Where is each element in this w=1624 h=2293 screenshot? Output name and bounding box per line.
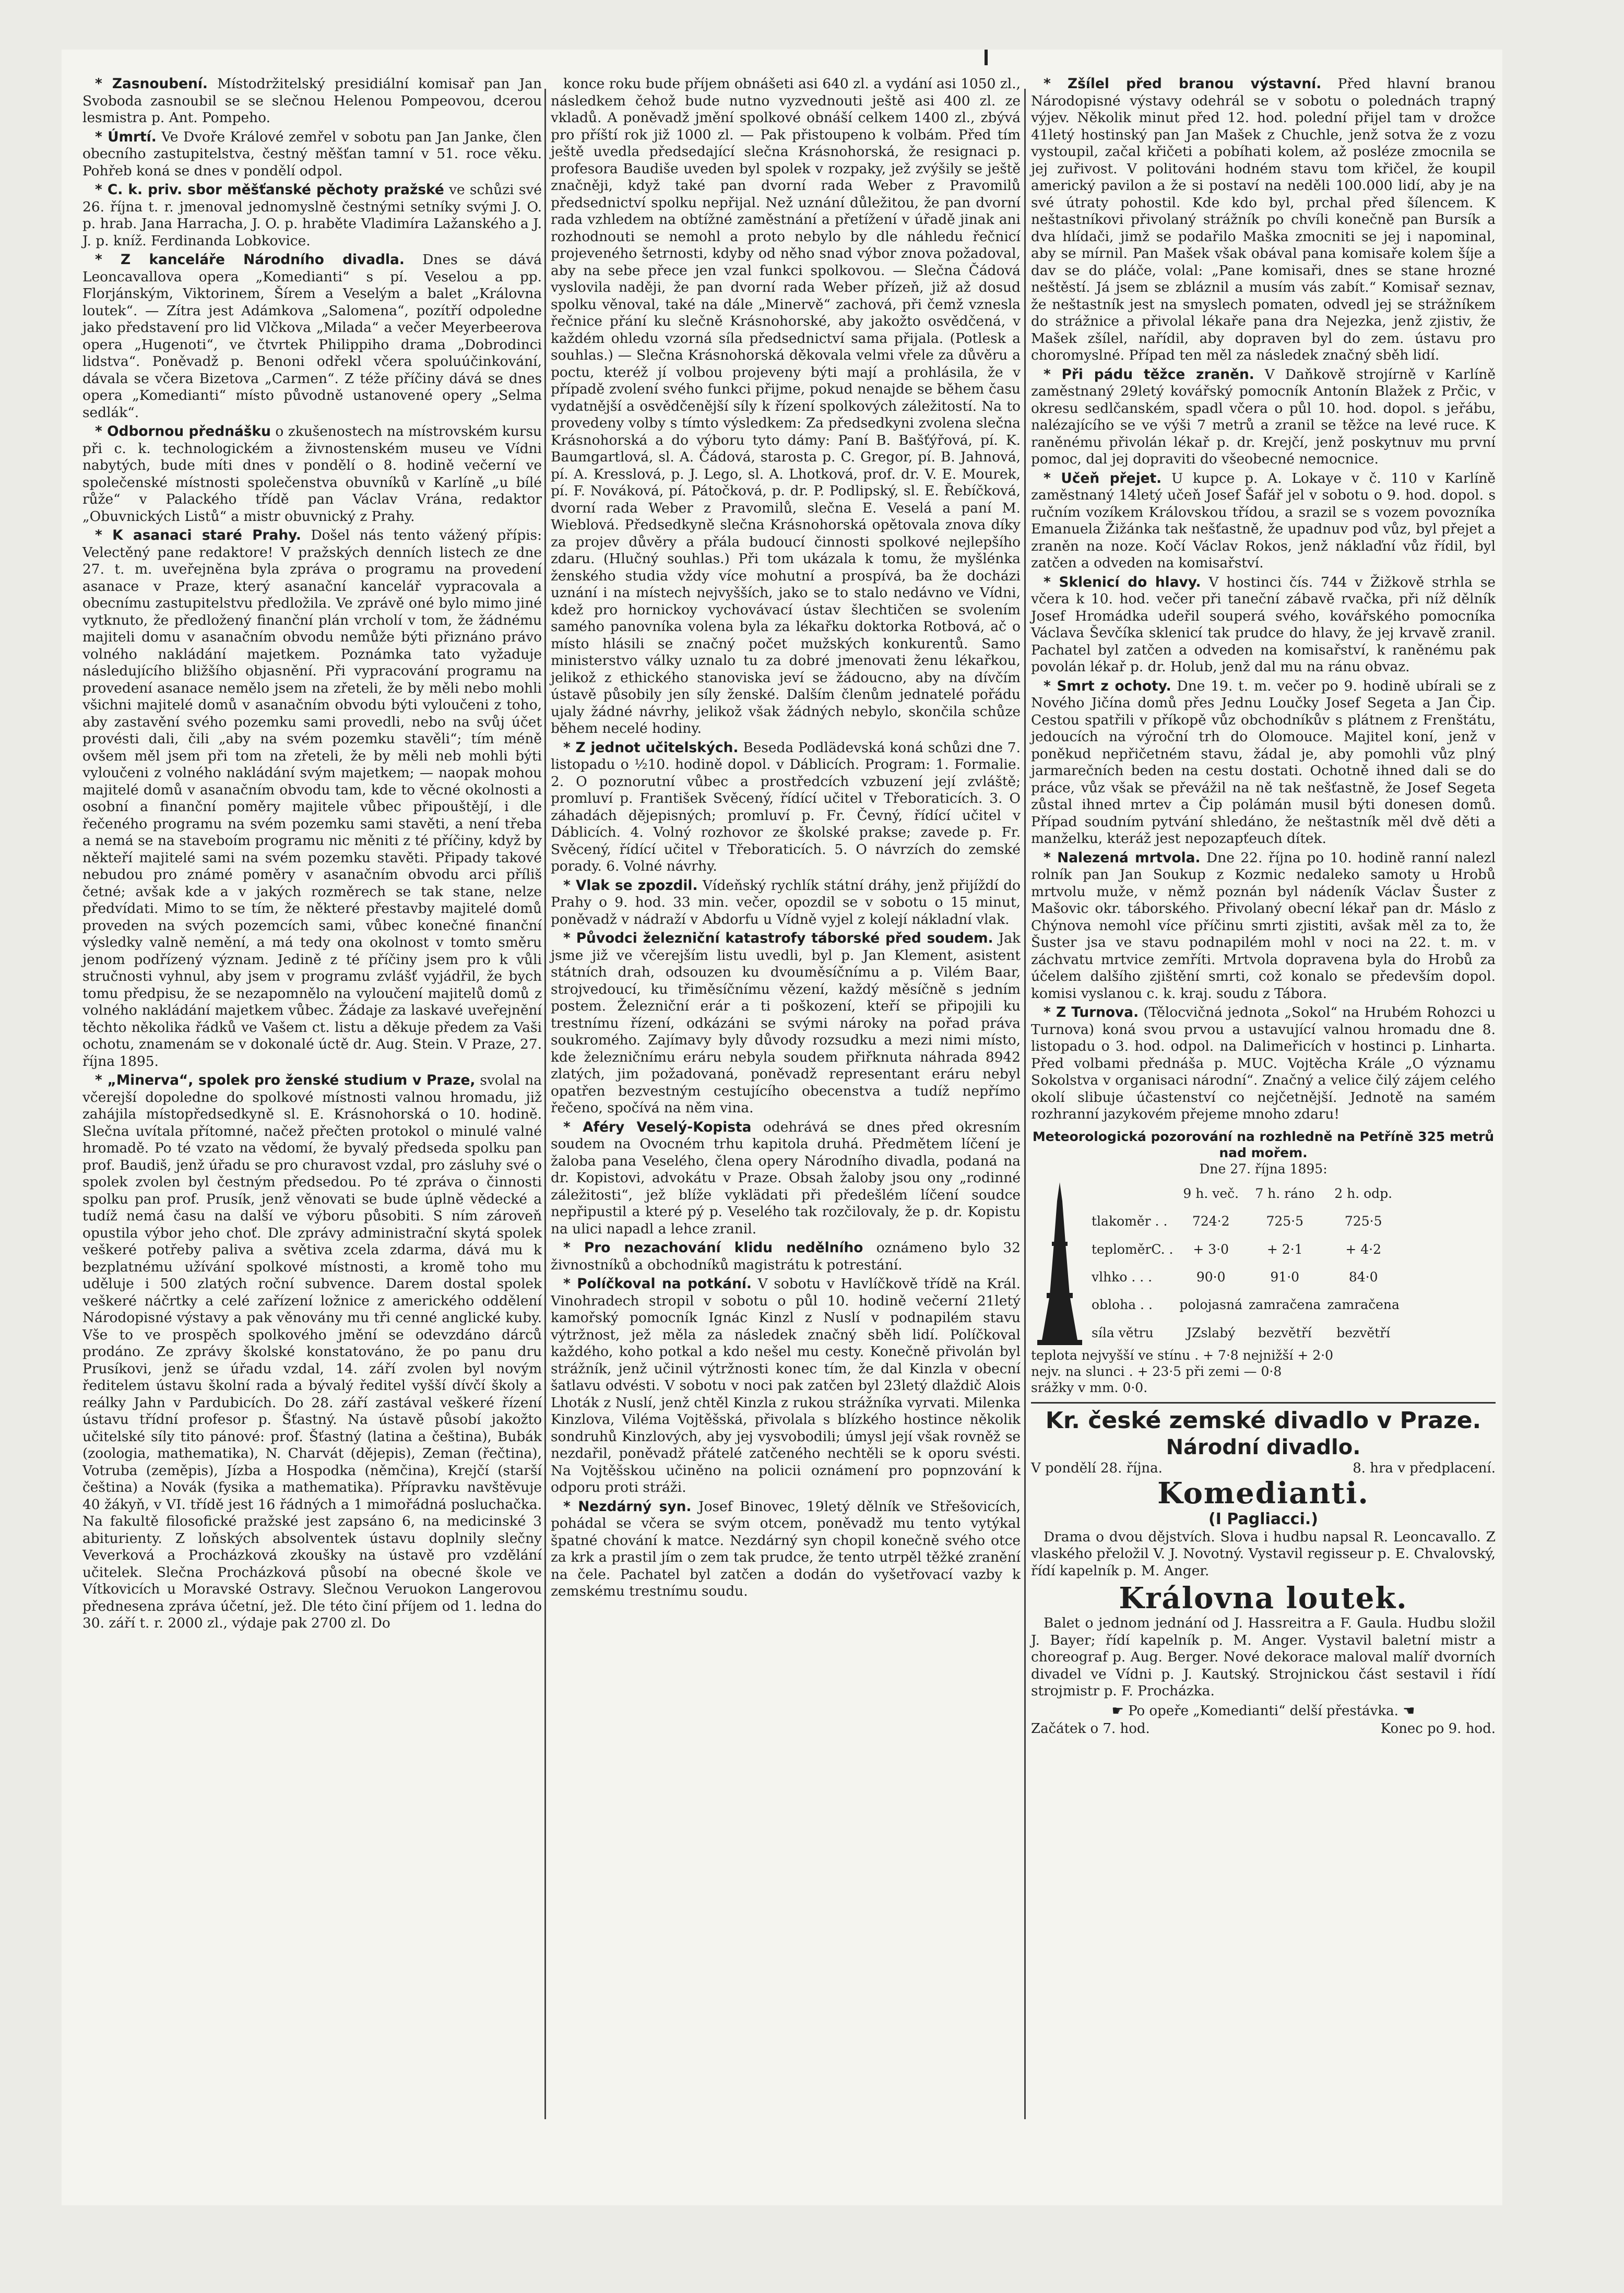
news-item [551, 877, 1021, 929]
news-text: Ve Dvoře Králové zemřel v sobotu pan Jan Janke, člen obecního zastupitelstva, čestný měšťan tamní v 51. roce věku. Pohřeb koná se dnes v pondělí odpol. [82, 128, 542, 179]
news-text: Dnes se dává Leoncavallova opera „Komedianti“ s pí. Veselou a pp. Florjánským, Viktorinem, Šírem a Veselým a balet „Královna loutek“. — Zítra jest Adámkova „Salomena“, pozítří odpoledne jako představení pro lid Vlčkova „Milada“ a večer Meyerbeerova opera „Hugenoti“, ve čtvrtek Philippiho drama „Dobrodinci lidstva“. Poněvadž p. Benoni odřekl včera spoluúčinkování, dávala se včera Bizetova „Carmen“. Z téže příčiny dává se dnes opera „Komedianti“ místo původně ustanovené opery „Selma sedlák“. [82, 252, 542, 421]
news-text: Josef Binovec, 19letý dělník ve Střešovicích, pohádal se včera se svým otcem, poněvadž mu tento vytýkal špatné chování k matce. Nezdárný syn chopil konečně svého otce za krk a prastil jím o zem tak prudce, že tento utrpěl těžké zranění na čele. Pachatel byl zatčen a dodán do vyšetřovací vazby k zemskému trestnímu soudu. [551, 1498, 1021, 1599]
theatre-subtitle: Národní divadlo. [1166, 1435, 1361, 1459]
weather-table [1088, 1180, 1403, 1347]
news-item [1031, 76, 1496, 364]
news-text: V Daňkově strojírně v Karlíně zaměstnaný 29letý kovářský pomocník Antonín Blažek z Prčic, v okresu sedlčanském, spadl včera o půl 10. hod. dopol. s jeřábu, nalézajícího se ve výši 7 metrů a zranil se těžce na levé ruce. K raněnému přivolán lékař p. dr. Krejčí, jenž poskytnuv mu první pomoc, dal jej dopraviti do všeobecné nemocnice. [1031, 366, 1496, 467]
weather-row [1088, 1208, 1403, 1235]
theatre-subscription: 8. hra v předplacení. [1353, 1460, 1496, 1476]
news-headline: * Smrt z ochoty. [1044, 678, 1171, 694]
news-text: Místodržitelský presidiální komisař pan Jan Svoboda zasnoubil se se slečnou Helenou Pompeovou, dcerou lesmistra p. Ant. Pompeho. [82, 76, 542, 126]
news-text: ve schůzi své 26. října t. r. jmenoval jednomyslně čestnými setníky svými J. O. p. hrab. Jana Harracha, J. O. p. hraběte Vladimíra Lažanského a J. J. p. kníž. Ferdinanda Lobkovice. [82, 182, 542, 249]
weather-row [1088, 1235, 1403, 1263]
news-headline: * Nalezená mrtvola. [1044, 849, 1201, 866]
weather-row-label: vlhko . . . [1092, 1269, 1153, 1285]
weather-value: bezvětří [1258, 1325, 1312, 1340]
column-rule [544, 89, 546, 2119]
news-item [551, 76, 1021, 738]
news-item [82, 129, 542, 180]
news-text: V hostinci čís. 744 v Žižkově strhla se včera k 10. hod. večer při taneční zábavě rvačka, při níž dělník Josef Hromádka udeřil souperá svého, kovářského pomocníka Václava Ševčíka sklenicí tak prudce do hlavy, že jej krvavě zranil. Pachatel byl zatčen a odveden na komisařství, k raněnému pak povolán lékař p. dr. Holub, jenž dal mu na ránu obvaz. [1031, 574, 1496, 675]
news-text: (Tělocvičná jednota „Sokol“ na Hrubém Rohozci u Turnova) koná svou prvou a ustavující valnou hromadu dne 8. listopadu o 3. hod. odpol. na Dalimeřicích v hostinci p. Linharta. Před volbami přednáša p. MUC. Vojtěcha Krále „O významu Sokolstva v organisaci národní“. Značný a velice čilý zájem celého okolí slibuje účastenství co nejčetnější. Jednotě na samém rozhranní jazykovém přejeme mnoho zdaru! [1031, 1004, 1496, 1122]
weather-row [1088, 1263, 1403, 1291]
intermission-note: ☛ Po opeře „Komedianti“ delší přestávka. ☚ [1111, 1703, 1415, 1719]
weather-row [1088, 1319, 1403, 1347]
show-title: Komedianti. [1157, 1476, 1369, 1511]
news-item [1031, 470, 1496, 572]
news-item [82, 527, 542, 1070]
news-headline: * Zšílel před branou výstavní. [1044, 76, 1322, 92]
news-text: oznámeno bylo 32 živnostníků a obchodníků magistrátu k potrestání. [551, 1240, 1021, 1273]
news-headline: * C. k. priv. sbor měšťanské pěchoty pražské [95, 182, 444, 198]
weather-value: bezvětří [1336, 1325, 1391, 1340]
news-item [1031, 366, 1496, 468]
theatre-title: Kr. české zemské divadlo v Praze. [1045, 1407, 1481, 1434]
weather-extra: srážky v mm. 0·0. [1031, 1380, 1148, 1395]
news-headline: * Vlak se zpozdil. [563, 877, 698, 894]
news-headline: * Úmrtí. [95, 128, 157, 145]
weather-value: zamračena [1327, 1297, 1400, 1313]
weather-value: 725·5 [1344, 1214, 1382, 1229]
news-text: svolal na včerejší dopoledne do spolkové místnosti valnou hromadu, již zahájila místopředsedkyně sl. E. Krásnohorská o 10. hodině. Slečna uvítala přítomné, načež přečten protokol o minulé valné hromadě. Po té vzato na vědomí, že byvalý předseda spolku pan prof. Baudiš, jenž úřadu se pro churavost vzdal, pro zásluhy své o spolek zvolen byl čestným předsedou. Po té zpráva o činnosti spolku pan prof. Prusík, jenž věnovati se bude úplně vědecké a tudíž nemá času na další ve výboru působiti. S ním zároveň opustila výbor jeho choť. Dle zprávy administrační skytá spolek veškeré potřeby paliva a světiva zcela zdarma, dává mu k bezplatnému užívání spolkové místnosti, a kromě toho mu uděluje i 500 zlatých roční subvence. Darem dostal spolek veškeré náčrtky a celé zařízení ložnice z amerického oddělení Národopisné výstavy a pak věnovány mu tři cenné anglické kuby. Vše to ve prospěch spolkového jmění se odevzdáno dárců prodáno. Ze zprávy školské konstatováno, že po panu dru Prusíkovi, jenž se úřadu vzdal, 14. září zvolen byl novým ředitelem ústavu školní rada a bývalý ředitel vyšší dívčí školy a reálky Jahn v Pardubicích. Do 28. září zastával veškeré řízení ústavu třídní profesor p. Šťastný. Na ústavě působí jakožto učitelské síly tito pánové: prof. Šťastný (latina a čeština), Bubák (zoologia, mathematika), N. Charvát (dějepis), Zeman (řečtina), Votruba (zeměpis), Jízba a Hospodka (němčina), Krejčí (starší čeština) a Novák (fysika a mathematika). Přípravku navštěvuje 40 žákyň, v VI. třídě jest 16 řádných a 1 mimořádná posluchačka. Na fakultě filosofické pražské jest zapsáno 6, na medicinské 3 abiturienty. Z loňských absolventek ústavu doplnily slečny Veverková a Procházková zkoušky na ústavě pro vzdělání učitelek. Slečna Procházková působí na obecné škole ve Vítkovicích u Moravské Ostravy. Slečnou Veruokon Langerovou přednesena zpráva účetní, jež. Dle této činí příjem od 1. ledna do 30. září t. r. 2000 zl., výdaje pak 2700 zl. Do [82, 1072, 542, 1631]
news-headline: * Učeň přejet. [1044, 470, 1162, 486]
column-left [82, 76, 542, 1634]
weather-value: + 3·0 [1193, 1241, 1229, 1257]
weather-value: 724·2 [1192, 1214, 1230, 1229]
weather-value: 91·0 [1270, 1269, 1300, 1285]
news-item [551, 930, 1021, 1117]
weather-value: JZslabý [1187, 1325, 1236, 1340]
show-times [1031, 1720, 1496, 1738]
news-headline: * Pro nezachování klidu nedělního [563, 1240, 863, 1256]
weather-extra: nejv. na slunci . + 23·5 při zemi — 0·8 [1031, 1363, 1282, 1379]
weather-extra: teplota nejvyšší ve stínu . + 7·8 nejnižší + 2·0 [1031, 1347, 1334, 1363]
news-headline: * Z Turnova. [1044, 1004, 1139, 1020]
news-text: Dne 19. t. m. večer po 9. hodině ubírali se z Nového Jičína domů přes Jednu Loučky Josef Segeta a Jan Čip. Cestou spatřili v příkopě vůz obchodníkův s plátnem z Frenštátu, jedoucích na výroční trh do Olomouce. Majitel koní, jenž v poněkud nepřičetném stavu, žádal je, aby pomohli vůz plný jarmarečních beden na cestu dostati. Ochotně ihned dali se do práce, vůz však se převážil na ně tak nešťastně, že Josef Segeta zůstal ihned mrtev a Čip polámán musil býti donesen domů. Případ soudním pytvání shledáno, že neštastník měl dvě děti a manželku, kteráž jest nepozapťeuch dítek. [1031, 678, 1496, 847]
theatre-date-row [1031, 1460, 1496, 1477]
weather-report [1031, 1128, 1496, 1396]
weather-row-label: oblohа . . [1092, 1297, 1153, 1313]
theatre-date: V pondělí 28. října. [1031, 1460, 1163, 1476]
news-headline: * K asanaci staré Prahy. [95, 527, 301, 543]
news-headline: * Odbornou přednášku [95, 423, 271, 439]
show-description: Balet o jednom jednání od J. Hassreitra a F. Gaula. Hudbu složil J. Bayer; řídí kapelník p. M. Anger. Vystavil baletní mistr a choreograf p. Aug. Berger. Nové dekorace maloval malíř dvorních divadel ve Vídni p. J. Kautský. Strojnickou část sestavil i řídí strojmistr p. F. Procházka. [1031, 1615, 1496, 1699]
news-item [551, 1499, 1021, 1600]
news-item [82, 76, 542, 127]
news-item [82, 252, 542, 421]
news-item [1031, 678, 1496, 848]
weather-heading: Meteorologická pozorování na rozhledně na Petříně 325 metrů nad mořem. [1032, 1128, 1495, 1160]
show-title: Královna loutek. [1119, 1581, 1408, 1615]
weather-row [1088, 1291, 1403, 1319]
news-headline: * Sklenicí do hlavy. [1044, 574, 1201, 590]
news-text: U kupce p. A. Lokaye v č. 110 v Karlíně zaměstnaný 14letý učeň Josef Šafář jel v sobotu o 9. hod. dopol. s ručním vozíkem Královskou třídou, a srazil se s vozem povozníka Emanuela Žižánka tak nešťastně, že upadnuv pod vůz, byl přejet a zraněn na noze. Kočí Václav Rokos, jenž náklaďní vůz řídil, byl zatčen a odveden na komisařství. [1031, 470, 1496, 571]
show-original-title: (I Pagliacci.) [1208, 1510, 1318, 1528]
weather-value: + 4·2 [1345, 1241, 1382, 1257]
theatre-program [1031, 1402, 1496, 1738]
weather-value: 725·5 [1266, 1214, 1304, 1229]
end-time: Konec po 9. hod. [1380, 1720, 1496, 1737]
news-item [1031, 1004, 1496, 1123]
news-text: konce roku bude příjem obnášeti asi 640 zl. a vydání asi 1050 zl., následkem čehož bude nutno vyzvednouti ještě asi 400 zl. ze vkladů. A poněvadž jmění spolkové obnáší celkem 1400 zl., zbývá pro příští rok již 1000 zl. — Pak přistoupeno k volbám. Před tím ještě uvedla předsedající slečna Krásnohorská, že resignaci p. profesora Baudiše uveden byl spolek v rozpaky, jež zvýšily se ještě značněji, když také pan dvorní rada Weber z Pravomilů předsednictví spolku nepřijal. Než uznání důležitou, že pan dvorní rada vzhledem na obtížné zaměstnání a přetížení v úřadě jinak ani rozhodnouti se nemohl a proto nebylo by dle náhledu řečnicí projeveného šetrnosti, kdyby od něho snad výbor znova požadoval, aby na sebe přece jen vzal funkci spolkovou. — Slečna Čádová vyslovila naději, že pan dvorní rada Weber přízeň, již až dosud spolku věnoval, také na dále „Minervě“ zachová, při čemž vznesla řečnice přání ku slečně Krásnohorské, aby jakožto osvědčená, v každém ohledu vzorná síla předsednictví sama přijala. (Potlesk a souhlas.) — Slečna Krásnohorská děkovala velmi vřele za důvěru a poctu, kteréž jí volbou projeveny býti mají a prohlásila, že v případě zvolení svého funkci přijme, pokud nenajde se během času vydatnější a osvědčenější síly k řízení spolkových záležitostí. Na to provedeny volby s tímto výsledkem: Za předsedkyni zvolena slečna Krásnohorská a do výboru tyto dámy: Paní B. Bašťýřová, pí. K. Baumgartlová, sl. A. Čádová, starosta p. C. Gregor, pí. B. Jahnová, pí. A. Kresslová, p. J. Lego, sl. A. Lhotková, prof. dr. V. E. Mourek, pí. F. Nováková, pí. Pátočková, p. dr. P. Podlipský, sl. E. Řebíčková, dvorní rada Weber z Pravomilů, slečna E. Veselá a paní M. Wieblová. Předsedkyně slečna Krásnohorská opětovala znova díky za projev důvěry a přála budoucí činnosti spolkové nejlepšího zdaru. (Hlučný souhlas.) Při tom ukázala k tomu, že myšlénka ženského studia vždy více mohutní a prospívá, ba že docházi uznání i na místech nejvyšších, jako se to stalo nedávno ve Vídni, kdež pro hornickoy vychovávací ústav šlechtičen se svolením samého panovníka volena byla za lékařku doktorka Rotbová, ač o místo hlásili se značný počet mužských konkurentů. Samo ministerstvo války uznalo tu za dobré jmenovati ženu lékařkou, jelikož z ethického stanoviska jeví se žádoucno, aby na dívčím ústavě působily jen síly ženské. Dalším členům jednatelé pořádu ujaly žádné návrhy, jelikož však žádných nebylo, skončila schůze během necelé hodiny. [551, 76, 1021, 736]
weather-value: polojasná [1179, 1297, 1243, 1313]
news-headline: * Z jednot učitelských. [563, 739, 739, 756]
news-headline: * Políčkoval na potkání. [563, 1276, 752, 1292]
news-text: V sobotu v Havlíčkově třídě na Král. Vinohradech stropil v sobotu o půl 10. hodině večerní 21letý kamořský pomocník Ignác Kinzl z Nuslí v podnapilém stavu výtržnost, jež měla za následek značný sběh lidí. Políčkoval každého, koho potkal a kdo nešel mu cesty. Konečně přivolán byl strážník, jenž učinil výtržnosti konec tím, že dal Kinzla v obecní šatlavu odvésti. V sobotu v noci pak zatčen byl 23letý dlaždič Alois Lhoták z Nuslí, jenž chtěl Kinzla z rukou strážníka vyrvati. Milenka Kinzlova, Viléma Vojtěšská, přivolala s blízkého hostince několik sondruhů Kinzlových, aby jej vysvobodili; úmysl její však rovněž se nezdařil, poněvadž přátelé zatčeného nechtěli se k oporu svésti. Na Vojtěšskou učiněno na policii oznámení pro popnzování k odporu proti stráži. [551, 1276, 1021, 1495]
news-item [82, 1072, 542, 1632]
news-text: o zkušenostech na místrovském kursu při c. k. technologickém a živnostenském museu ve Vídni nabytých, bude míti dnes v pondělí o 8. hodině večerní ve společenské místnosti společenstva obuvníků v Karlíně „u bílé růže“ v Palackého třídě pan Václav Vrána, redaktor „Obuvnických Listů“ a mistr obuvnický z Prahy. [82, 423, 542, 525]
weather-header-row [1088, 1180, 1403, 1208]
weather-date: Dne 27. října 1895: [1199, 1161, 1327, 1177]
news-text: Před hlavní branou Národopisné výstavy odehrál se v sobotu o polednách trapný výjev. Několik minut před 12. hod. polední přijel tam v drožce 41letý hostinský pan Jan Mašek z Chuchle, jenž sotva že z vozu vystoupil, začal křičeti a pobíhati kolem, až posléze zmocnila se jej zuřivost. V politováni hodném stavu tom křičel, že koupil americký pavilon a že si postaví na neděli 100.000 lidí, aby je na své útraty pohostil. Kde kdo byl, prchal před šílencem. K neštastníkovi přivolaný strážník po chvíli konečně pan Bursík a dva hlídači, jimž se podařilo Maška zmocniti se jej i napominal, aby se mírnil. Pan Mašek však obával pana komisaře kolem šíje a dav se do pláče, volal: „Pane komisaři, dnes se stane hrozné neštěstí. Já jsem se zbláznil a musím vás zabít.“ Komisař seznav, že neštastník jest na smyslech pomaten, odvedl jej se strážníkem do strážnice a přivolal lékaře pana dra Nejezka, jenž zjistiv, že Mašek zšílel, nařídil, aby dopraven byl do zem. ústavu pro choromyslné. Případ ten měl za následek značný sběh lidí. [1031, 76, 1496, 363]
news-item [1031, 850, 1496, 1003]
weather-value: 84·0 [1348, 1269, 1378, 1285]
weather-column-header: 7 h. ráno [1255, 1186, 1315, 1202]
news-text: Dne 22. října po 10. hodině ranní nalezl rolník pan Jan Soukup z Kozmic nedaleko samoty u Hrobů mrtvolu muže, v němž poznán byl nádeník Václav Šuster z Mašovic okr. táborského. Přivolaný obecní lékař pan dr. Máslo z Chýnova nemohl více příčinu smrti zjistiti, avšak měl za to, že Šuster jsa ve stavu podnapilém mohl v noci na 22. t. m. v záchvatu mrtvice zemříti. Mrtvola dopravena byla do Hrobů za účelem dalšího zjištění smrti, což konalo se především dopol. komisi vyslanou c. k. kraj. soudu z Tábora. [1031, 849, 1496, 1002]
news-item [1031, 574, 1496, 676]
page-mark [985, 50, 988, 65]
news-headline: * Aféry Veselý-Kopista [563, 1119, 752, 1135]
news-item [551, 740, 1021, 875]
weather-row-label: teploměrC. . [1092, 1241, 1173, 1257]
news-text: Vídeňský rychlík státní dráhy, jenž přijíždí do Prahy o 9. hod. 33 min. večer, opozdil se v sobotu o 15 minut, poněvadž v nádraží v Abdorfu u Vídně vyjel z kolejí nákladní vlak. [551, 877, 1021, 928]
news-item [551, 1240, 1021, 1274]
weather-column-header: 9 h. več. [1183, 1186, 1239, 1202]
news-text: Došel nás tento vážený přípis: Velectěný pane redaktore! V pražských denních listech ze dne 27. t. m. uveřejněna byla zpráva o programu na provedení asanace v Praze, který asanační kancelář vypracovala a obecnímu zastupitelstvu předložila. Ve zprávě oné bylo mimo jiné vytknuto, že předložený finanční plán vrcholí v tom, že žádnému majiteli domu v asanačním obvodu nemůže býti přiznáno právo volného nakládání majetkem. Poznámka tato vyžaduje následujícího bližšího objasnění. Při vypracování programu na provedení asanace nemělo jsem na zřeteli, že by měli nebo mohli všichni majitelé domů v asanačním obvodu býti vyloučeni z toho, aby zastavění svého pozemku sami provedli, nebo na svůj účet provésti dali, čili „aby na svém pozemku stavěli“; tím méně ovšem měl jsem při tom na zřeteli, že by měli neb mohli býti vyloučeni z volného nakládání svým majetkem; — naopak mohou majitelé domů v asanačním obvodu tam, kde to věcné okolnosti a osobní a finanční poměry majitele vůbec připouštějí, i dle řečeného programu na svém pozemku sami stavěti, a není třeba a nemá se na staveboím programu nic měniti z té příčiny, když by někteří majitelé sami na svém pozemku stavěti. Připady takové nebudou pro známé poměry v asanačním obvodu arci příliš četné; avšak kde a v jakých rozměrech se tak stane, nelze předvídati. Mimo to se tím, že některé přestavby majitelé domů proveden na svých pozemcích sami, vůbec konečné finanční výsledky valně nemění, a má tedy ona okolnost v tomto směru jenom podřízený význam. Jedině z té příčiny jsem pro k vůli stručnosti vyhnul, aby jsem v programu zvlášť vyjádřil, že bych tomu předpisu, že se nezapomnělo na vyloučení majitelů domů z volného nakládání majetkem vůbec. Žádaje za laskavé uveřejnění těchto několika řádků ve Vašem ct. listu a děkuje předem za Vaši ochotu, znamenám se v dokonalé úctě dr. Aug. Stein. V Praze, 27. října 1895. [82, 527, 542, 1070]
weather-value: 90·0 [1196, 1269, 1226, 1285]
news-text: Jak jsme již ve včerejším listu uvedli, byl p. Jan Klement, asistent státních drah, odsouzen ku dvouměsíčnímu a p. Vilém Baar, strojvedoucí, ku třiměsíčnímu vězení, každý měsíčně s jedním postem. Železniční erár a ti poškození, kteří se připojili ku trestnímu řízení, odkázáni se svými nároky na pořad práva soukromého. Zajímavy byly důvody rozsudku a mezi nimi místo, kde železničnímu eráru nebyla soudem přiřknuta náhrada 8942 zlatých, jim požadovaná, poněvadž representant eráru nebyl opatřen bezvestným cestujícího obecenstva a tudíž nepřímo řečeno, spočívá na něm vina. [551, 930, 1021, 1116]
news-item [551, 1119, 1021, 1238]
news-headline: * Při pádu těžce zraněn. [1044, 366, 1254, 383]
news-text: odehrává se dnes před okresním soudem na Ovocném trhu kapitola druhá. Předmětem líčení je žaloba pana Veselého, člena opery Národního divadla, podaná na dr. Kopistovi, advokátu v Praze. Obsah žaloby jsou ony „rodinné záležitosti“, jež blíže vyklädati při předešlém líčení soudce nepřipustil a které pý p. Veselého tak rozčilovaly, že p. dr. Kopistu na ulici napadl a lehce zranil. [551, 1119, 1021, 1237]
weather-column-header: 2 h. odp. [1334, 1186, 1393, 1202]
weather-row-label: tlakoměr . . [1092, 1214, 1168, 1229]
news-item [82, 423, 542, 525]
start-time: Začátek o 7. hod. [1031, 1720, 1150, 1737]
news-text: Beseda Podlädevská koná schůzi dne 7. listopadu o ½10. hodině dopol. v Dáblicích. Program: 1. Formalie. 2. O poznorutní vůbec a prostředcích vzbuzení její zvláště; promluví p. František Svěcený, řídící učitel v Třeboraticích. 3. O záhadách dějepisných; promluví p. Fr. Čevný, řídící učitel v Dáblicích. 4. Volný rozhovor ze školské prakse; zavede p. Fr. Svěcený, řídící učitel v Třeboraticích. 5. O návrzích do zemské porady. 6. Volné návrhy. [551, 739, 1021, 874]
column-right [1031, 76, 1496, 1738]
news-headline: * Z kanceláře Národního divadla. [95, 252, 405, 268]
news-headline: * Původci železniční katastrofy táborské před soudem. [563, 930, 993, 946]
news-headline: * Zasnoubení. [95, 76, 208, 92]
show-description: Drama o dvou dějstvích. Slova i hudbu napsal R. Leoncavallo. Z vlaského přeložil V. J. Novotný. Vystavil regisseur p. E. Chvalovský, řídí kapelník p. M. Anger. [1031, 1528, 1496, 1579]
pointing-hand-icon: ☛ [1111, 1703, 1129, 1719]
news-headline: * Nezdárný syn. [563, 1498, 692, 1515]
weather-value: zamračena [1249, 1297, 1321, 1313]
weather-value: + 2·1 [1266, 1241, 1303, 1257]
news-item [82, 182, 542, 250]
column-middle [551, 76, 1021, 1602]
pointing-hand-icon: ☚ [1403, 1703, 1415, 1719]
news-headline: * „Minerva“, spolek pro ženské studium v Praze, [95, 1072, 476, 1088]
petrin-tower-icon [1031, 1180, 1088, 1347]
news-item [551, 1276, 1021, 1496]
column-rule [1024, 89, 1026, 2119]
weather-row-label: síla větru [1092, 1325, 1154, 1340]
